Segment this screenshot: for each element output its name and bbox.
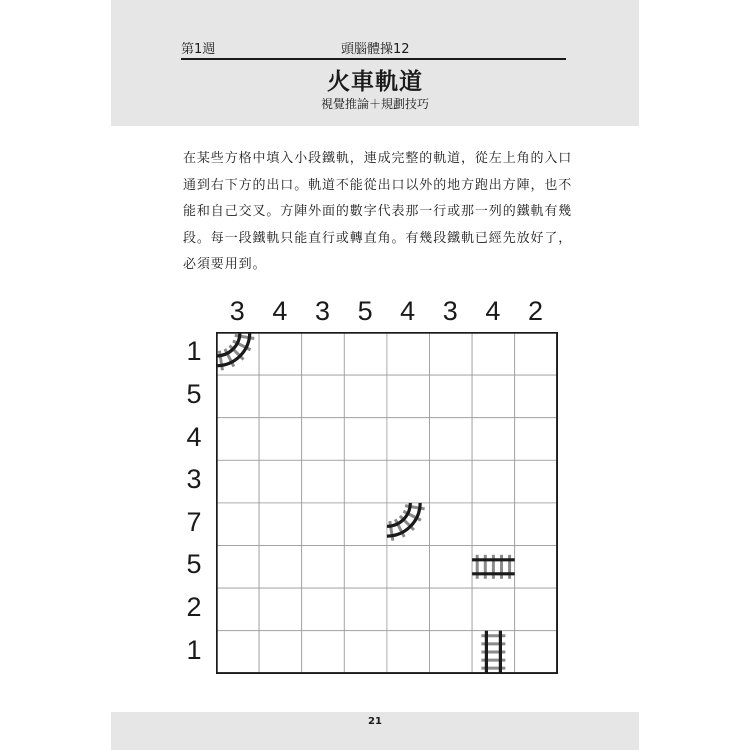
row-clue: 3 [186, 464, 202, 495]
column-clue: 4 [485, 296, 501, 326]
grid-cell[interactable] [515, 460, 558, 503]
column-clue: 3 [442, 296, 458, 326]
grid-cell[interactable] [387, 631, 430, 674]
grid-cell[interactable] [302, 503, 345, 546]
grid-cell[interactable] [429, 503, 472, 546]
grid-cell[interactable] [344, 545, 387, 588]
grid-cell[interactable] [259, 588, 302, 631]
grid-cell[interactable] [515, 418, 558, 461]
row-clue: 2 [186, 591, 202, 622]
grid-cell[interactable] [515, 333, 558, 376]
grid-cell[interactable] [429, 375, 472, 418]
column-clue: 5 [357, 296, 373, 326]
grid-cell[interactable] [429, 460, 472, 503]
grid-cell[interactable] [344, 333, 387, 376]
grid-cell[interactable] [302, 333, 345, 376]
grid-cell[interactable] [259, 545, 302, 588]
grid-cell[interactable] [259, 631, 302, 674]
grid-cell[interactable] [302, 418, 345, 461]
grid-cell[interactable] [217, 418, 260, 461]
grid-cell[interactable] [387, 418, 430, 461]
grid-cell[interactable] [259, 333, 302, 376]
given-track-piece [481, 631, 505, 674]
grid-cell[interactable] [387, 375, 430, 418]
column-clue: 4 [272, 296, 288, 326]
grid-cell[interactable] [302, 631, 345, 674]
page-title: 火車軌道 [327, 69, 423, 95]
page-subtitle: 視覺推論＋規劃技巧 [320, 97, 429, 111]
grid-cell[interactable] [472, 503, 515, 546]
grid-cell[interactable] [302, 588, 345, 631]
row-clue: 4 [186, 421, 202, 452]
grid-cell[interactable] [344, 588, 387, 631]
grid-cell[interactable] [259, 375, 302, 418]
grid-cell[interactable] [302, 375, 345, 418]
grid-cell[interactable] [217, 375, 260, 418]
series-label: 頭腦體操12 [341, 42, 410, 57]
grid-cell[interactable] [217, 588, 260, 631]
grid-cell[interactable] [259, 418, 302, 461]
column-clue: 3 [314, 296, 331, 326]
grid-cell[interactable] [429, 588, 472, 631]
grid-cell[interactable] [515, 631, 558, 674]
column-clue: 2 [527, 296, 544, 326]
grid-cell[interactable] [472, 375, 515, 418]
row-clue: 1 [186, 634, 202, 665]
grid-cell[interactable] [259, 460, 302, 503]
grid-cell[interactable] [472, 460, 515, 503]
grid-cell[interactable] [344, 631, 387, 674]
grid-cell[interactable] [217, 460, 260, 503]
grid-cell[interactable] [387, 588, 430, 631]
grid-cell[interactable] [429, 333, 472, 376]
grid-cell[interactable] [344, 375, 387, 418]
grid-cell[interactable] [429, 631, 472, 674]
instructions-text: 在某些方格中填入小段鐵軌，連成完整的軌道，從左上角的入口通到右下方的出口。軌道不能從出口以外的地方跑出方陣，也不能和自己交叉。方陣外面的數字代表那一行或那一列的鐵軌有幾段。每一段鐵軌只能直行或轉直角。有幾段鐵軌已經先放好了，必須要用到。 [183, 151, 573, 272]
grid-cell[interactable] [259, 503, 302, 546]
grid-cell[interactable] [344, 460, 387, 503]
grid-cell[interactable] [217, 631, 260, 674]
grid-cell[interactable] [217, 503, 260, 546]
grid-cell[interactable] [515, 375, 558, 418]
grid-cell[interactable] [344, 418, 387, 461]
grid-cell[interactable] [387, 333, 430, 376]
grid-cell[interactable] [472, 333, 515, 376]
week-label: 第1週 [181, 42, 216, 57]
grid-cell[interactable] [515, 588, 558, 631]
page-number: 21 [368, 716, 382, 727]
grid-cell[interactable] [302, 460, 345, 503]
grid-cell[interactable] [515, 545, 558, 588]
grid-cell[interactable] [515, 503, 558, 546]
row-clue: 5 [186, 378, 202, 409]
row-clue: 5 [186, 549, 202, 580]
column-clue: 3 [229, 296, 245, 326]
grid-cell[interactable] [429, 418, 472, 461]
grid-cell[interactable] [217, 545, 260, 588]
grid-cell[interactable] [472, 588, 515, 631]
grid-cell[interactable] [387, 460, 430, 503]
grid-cell[interactable] [302, 545, 345, 588]
row-clue: 7 [186, 506, 202, 537]
puzzle-grid [216, 332, 557, 673]
grid-cell[interactable] [344, 503, 387, 546]
column-clue: 4 [400, 296, 416, 326]
given-track-piece [472, 555, 515, 579]
row-clue: 1 [186, 336, 202, 367]
grid-cell[interactable] [429, 545, 472, 588]
grid-cell[interactable] [387, 545, 430, 588]
grid-cell[interactable] [472, 418, 515, 461]
